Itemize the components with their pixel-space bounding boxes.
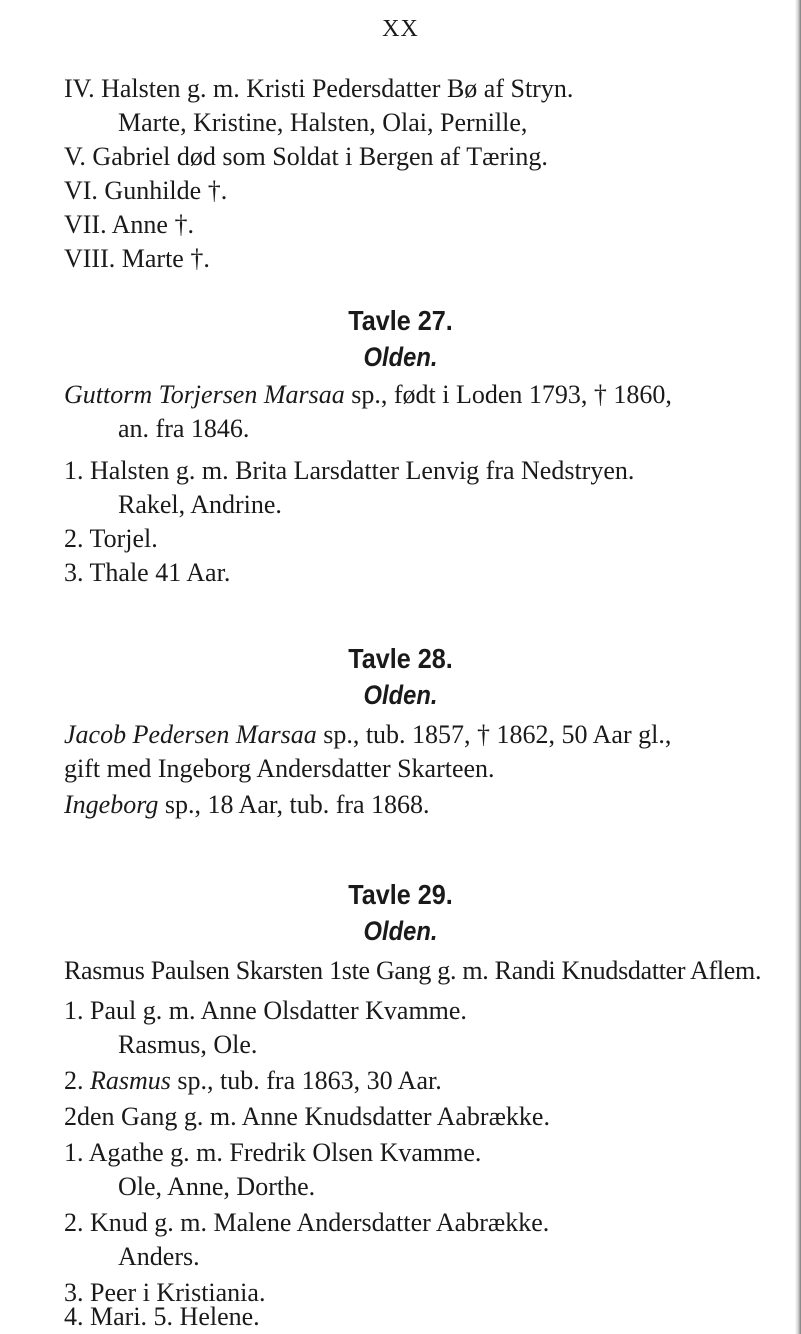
head-details: sp., tub. 1857, † 1862, 50 Aar gl.,	[316, 720, 672, 749]
section-head-line: Rasmus Paulsen Skarsten 1ste Gang g. m. Randi Knudsdatter Aflem.	[64, 956, 762, 985]
section-head-line	[64, 718, 671, 752]
entry-children: Marte, Kristine, Halsten, Olai, Pernille,	[118, 108, 528, 137]
entry-name: Rasmus	[90, 1066, 171, 1095]
section-title: Tavle 27.	[348, 305, 453, 336]
entry-children: Rakel, Andrine.	[118, 490, 282, 519]
entry-details: sp., tub. fra 1863, 30 Aar.	[170, 1066, 442, 1095]
section-title: Tavle 29.	[348, 879, 453, 910]
entry-line: 3. Peer i Kristiania.	[64, 1278, 266, 1307]
section-head-line2: gift med Ingeborg Andersdatter Skarteen.	[64, 754, 495, 783]
entry-line: 2. Knud g. m. Malene Andersdatter Aabrække.	[64, 1208, 550, 1237]
section-head-line2: an. fra 1846.	[118, 414, 250, 443]
entry-details: sp., 18 Aar, tub. fra 1868.	[158, 790, 430, 819]
section-place: Olden.	[363, 916, 438, 946]
entry-children: Ole, Anne, Dorthe.	[118, 1172, 316, 1201]
head-details: sp., født i Loden 1793, † 1860,	[344, 380, 672, 409]
section-head-line	[64, 378, 790, 412]
entry-line: 3. Thale 41 Aar.	[64, 558, 231, 587]
entry-line: V. Gabriel død som Soldat i Bergen af Tæring.	[64, 142, 548, 171]
head-name: Guttorm Torjersen Marsaa	[64, 380, 345, 409]
page-edge-shadow	[795, 0, 801, 1334]
entry-line	[64, 788, 430, 822]
entry-line: 2den Gang g. m. Anne Knudsdatter Aabrække.	[64, 1102, 550, 1131]
entry-line: VIII. Marte †.	[64, 244, 210, 273]
entry-number: 2.	[64, 1066, 90, 1095]
entry-line: 2. Torjel.	[64, 524, 158, 553]
entry-children: Rasmus, Ole.	[118, 1030, 258, 1059]
entry-line: IV. Halsten g. m. Kristi Pedersdatter Bø af Stryn.	[64, 74, 574, 103]
entry-line: 4. Mari. 5. Helene.	[64, 1302, 260, 1331]
entry-line	[64, 1064, 442, 1098]
entry-line: 1. Paul g. m. Anne Olsdatter Kvamme.	[64, 996, 467, 1025]
section-place: Olden.	[363, 680, 438, 710]
entry-line: VII. Anne †.	[64, 210, 194, 239]
head-name: Jacob Pedersen Marsaa	[64, 720, 317, 749]
section-title: Tavle 28.	[348, 643, 453, 674]
entry-line: 1. Halsten g. m. Brita Larsdatter Lenvig fra Nedstryen.	[64, 456, 635, 485]
page-number: XX	[382, 16, 419, 42]
section-place: Olden.	[363, 342, 438, 372]
entry-line: 1. Agathe g. m. Fredrik Olsen Kvamme.	[64, 1138, 482, 1167]
entry-children: Anders.	[118, 1242, 200, 1271]
entry-name: Ingeborg	[64, 790, 159, 819]
entry-line: VI. Gunhilde †.	[64, 176, 228, 205]
